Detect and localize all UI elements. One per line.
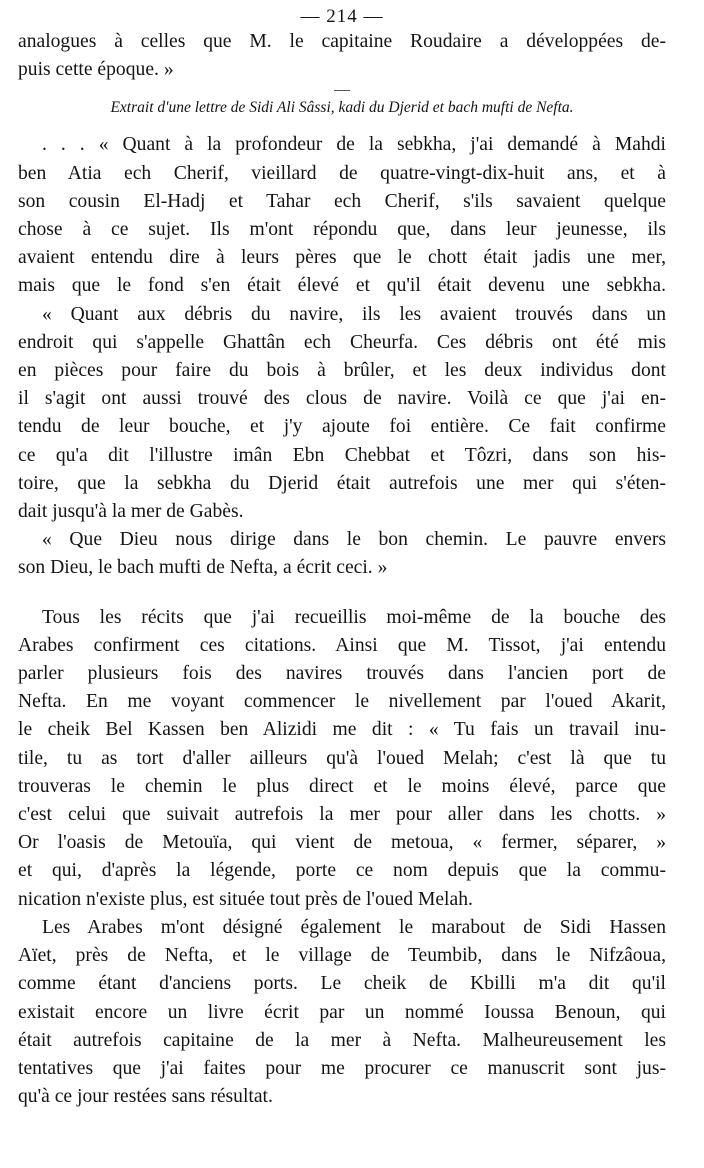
text-line: qu'à ce jour restées sans résultat. (18, 1086, 273, 1108)
text-line: avaient entendu dire à leurs pères que le chott était jadis une mer, (18, 247, 666, 269)
text-line: chose à ce sujet. Ils m'ont répondu que, dans leur jeunesse, ils (18, 219, 666, 241)
text-line: Tous les récits que j'ai recueillis moi-même de la bouche des (42, 606, 666, 628)
body-paragraph (18, 914, 666, 1111)
text-line: tentatives que j'ai faites pour me procurer ce manuscrit sont jus- (18, 1057, 666, 1079)
text-line: nication n'existe plus, est située tout près de l'oued Melah. (18, 888, 473, 910)
text-line: le cheik Bel Kassen ben Alizidi me dit : « Tu fais un travail inu- (18, 719, 666, 741)
text-line: analogues à celles que M. le capitaine Roudaire a développées de- (18, 31, 666, 52)
letter-paragraph (18, 526, 666, 582)
text-line: parler plusieurs fois des navires trouvés dans l'ancien port de (18, 663, 666, 685)
text-line: . . . « Quant à la profondeur de la sebkha, j'ai demandé à Mahdi (42, 134, 666, 156)
letter-paragraph (18, 301, 666, 527)
text-line: trouveras le chemin le plus direct et le moins élevé, parce que (18, 775, 666, 797)
text-line: endroit qui s'appelle Ghattân ech Cheurfa. Ces débris ont été mis (18, 331, 666, 353)
text-line: et qui, d'après la légende, porte ce nom depuis que la commu- (18, 860, 666, 882)
text-line: était autrefois capitaine de la mer à Nefta. Malheureusement les (18, 1029, 666, 1051)
text-line: « Que Dieu nous dirige dans le bon chemin. Le pauvre envers (42, 529, 666, 551)
text-line: « Quant aux débris du navire, ils les avaient trouvés dans un (42, 303, 666, 325)
text-line: Aïet, près de Nefta, et le village de Teumbib, dans le Nifzâoua, (18, 945, 666, 967)
text-line: Arabes confirment ces citations. Ainsi que M. Tissot, j'ai entendu (18, 634, 666, 656)
text-line: son Dieu, le bach mufti de Nefta, a écrit ceci. » (18, 557, 388, 579)
text-line: ben Atia ech Cherif, vieillard de quatre-vingt-dix-huit ans, et à (18, 162, 666, 184)
text-line: puis cette époque. » (18, 59, 174, 81)
intro-paragraph (18, 28, 666, 84)
text-line: existait encore un livre écrit par un nommé Ioussa Benoun, qui (18, 1001, 666, 1023)
text-line: c'est celui que suivait autrefois la mer pour aller dans les chotts. » (18, 804, 666, 826)
text-line: tile, tu as tort d'aller ailleurs qu'à l'oued Melah; c'est là que tu (18, 747, 666, 769)
text-line: ce qu'a dit l'illustre imân Ebn Chebbat et Tôzri, dans son his- (18, 444, 666, 466)
text-line: en pièces pour faire du bois à brûler, et les deux individus dont (18, 360, 666, 382)
text-line: toire, que la sebkha du Djerid était autrefois une mer qui s'éten- (18, 472, 666, 494)
text-line: Les Arabes m'ont désigné également le marabout de Sidi Hassen (42, 916, 666, 938)
text-line: dait jusqu'à la mer de Gabès. (18, 501, 244, 523)
text-line: son cousin El-Hadj et Tahar ech Cherif, s'ils savaient quelque (18, 190, 666, 212)
extract-title: Extrait d'une lettre de Sidi Ali Sâssi, kadi du Djerid et bach mufti de Nefta. (110, 99, 574, 117)
text-line: Nefta. En me voyant commencer le nivellement par l'oued Akarit, (18, 691, 666, 713)
section-divider (334, 90, 350, 91)
text-line: tendu de leur bouche, et j'y ajoute foi entière. Ce fait confirme (18, 416, 666, 438)
text-line: il s'agit ont aussi trouvé des clous de navire. Voilà ce que j'ai en- (18, 388, 666, 410)
letter-paragraph (18, 131, 666, 300)
page-number: — 214 — (300, 6, 384, 27)
text-line: comme étant d'anciens ports. Le cheik de Kbilli m'a dit qu'il (18, 973, 666, 995)
text-line: mais que le fond s'en était élevé et qu'il était devenu une sebkha. (18, 275, 666, 297)
text-line: Or l'oasis de Metouïa, qui vient de metoua, « fermer, séparer, » (18, 832, 666, 854)
book-page (18, 0, 666, 1111)
body-paragraph (18, 604, 666, 914)
